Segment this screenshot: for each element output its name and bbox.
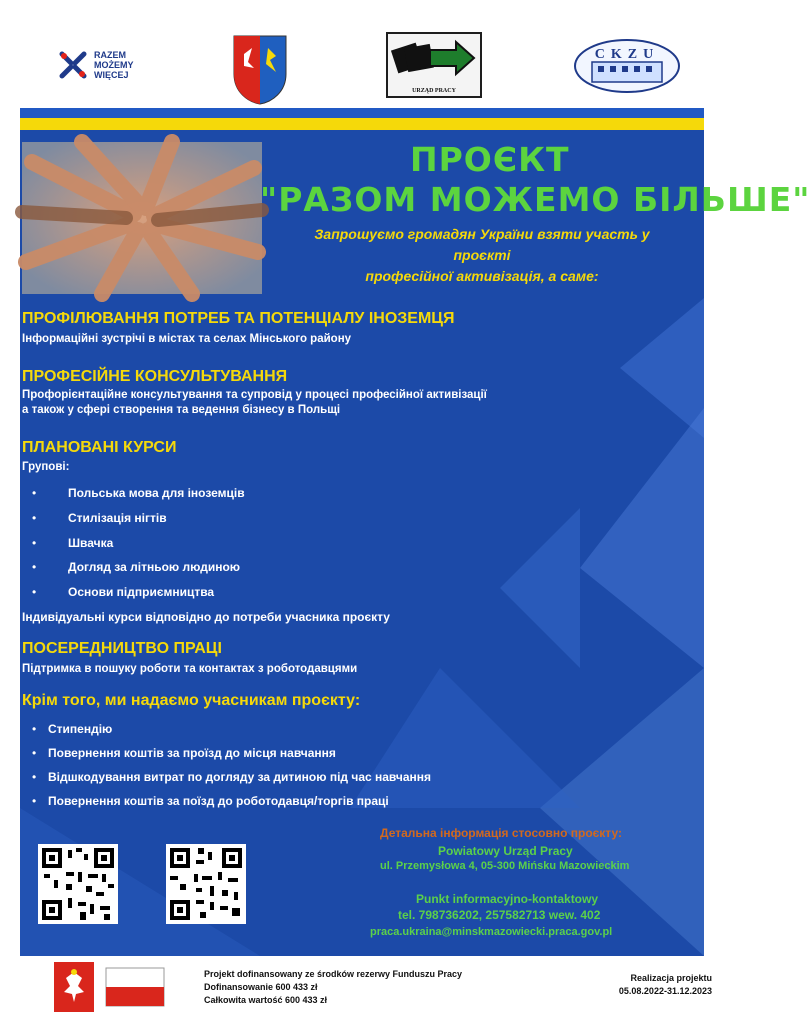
- section-extras-heading: Крім того, ми надаємо учасникам проєкту:: [22, 692, 361, 709]
- project-title-line2: "РАЗОМ МОЖЕМО БІЛЬШЕ": [260, 180, 810, 219]
- bullet-icon: •: [32, 486, 37, 500]
- section-mediation-text: Підтримка в пошуку роботи та контактах з роботодавцями: [22, 663, 358, 675]
- section-courses-heading: ПЛАНОВАНІ КУРСИ: [22, 439, 177, 456]
- section-profiling-heading: ПРОФІЛЮВАННЯ ПОТРЕБ ТА ПОТЕНЦІАЛУ ІНОЗЕМЦЯ: [22, 310, 455, 327]
- course-item: Польська мова для іноземців: [68, 486, 245, 500]
- course-item: Стилізація нігтів: [68, 511, 167, 525]
- bullet-icon: •: [32, 746, 37, 760]
- minsk-coat-of-arms-icon: [232, 34, 288, 106]
- bullet-icon: •: [32, 794, 37, 808]
- poster: [20, 108, 810, 956]
- ckzu-logo-icon: [572, 32, 682, 94]
- project-title-line1: ПРОЄКТ: [410, 140, 570, 179]
- qr-code-icon: [166, 844, 246, 924]
- bullet-icon: •: [32, 560, 37, 574]
- bullet-icon: •: [32, 770, 37, 784]
- info-point-phone: tel. 798736202, 257582713 wew. 402: [398, 908, 601, 922]
- section-consulting-text-2: а також у сфері створення та ведення бізнесу в Польщі: [22, 404, 341, 416]
- individual-courses-text: Індивідуальні курси відповідно до потреби учасника проєкту: [22, 610, 390, 624]
- office-address: ul. Przemysłowa 4, 05-300 Mińsku Mazowieckim: [380, 860, 630, 872]
- urzad-pracy-caption: URZĄD PRACY: [412, 88, 456, 94]
- urzad-pracy-arrow-icon: [390, 36, 478, 82]
- bullet-icon: •: [32, 511, 37, 525]
- extra-item: Стипендію: [48, 722, 113, 736]
- urzad-pracy-logo: [386, 32, 482, 98]
- bullet-icon: •: [32, 585, 37, 599]
- top-blue-stripe: [20, 108, 704, 118]
- logo-row: [0, 28, 724, 108]
- course-item: Основи підприємництва: [68, 585, 215, 599]
- razem-logo-icon: [58, 50, 88, 80]
- hands-together-photo: [22, 142, 262, 294]
- razem-mozemy-wiecej-logo: [58, 50, 154, 80]
- contact-intro: Детальна інформація стосовно проєкту:: [380, 826, 622, 840]
- qr-code-icon: [38, 844, 118, 924]
- bullet-icon: •: [32, 722, 37, 736]
- razem-logo-text: RAZEM MOŻEMY WIĘCEJ: [94, 50, 134, 80]
- qr-code-2[interactable]: [166, 844, 246, 924]
- svg-text:CKZU: CKZU: [594, 47, 660, 62]
- extra-item: Відшкодування витрат по догляду за дитиною під час навчання: [48, 770, 431, 784]
- info-point-name: Punkt informacyjno-kontaktowy: [416, 892, 599, 906]
- section-mediation-heading: ПОСЕРЕДНИЦТВО ПРАЦІ: [22, 640, 222, 657]
- info-point-email[interactable]: praca.ukraina@minskmazowiecki.praca.gov.pl: [370, 926, 613, 938]
- section-courses-group-label: Групові:: [22, 461, 70, 473]
- poland-emblem-and-flag-icon: [54, 962, 166, 1012]
- top-yellow-stripe: [20, 118, 704, 130]
- footer-realization: Realizacja projektu 05.08.2022-31.12.2023: [618, 973, 712, 996]
- section-consulting-heading: ПРОФЕСІЙНЕ КОНСУЛЬТУВАННЯ: [22, 368, 288, 385]
- bullet-icon: •: [32, 536, 37, 550]
- course-item: Швачка: [68, 536, 114, 550]
- extra-item: Повернення коштів за поїзд до роботодавця/торгів праці: [48, 794, 389, 808]
- extra-item: Повернення коштів за проїзд до місця навчання: [48, 746, 336, 760]
- section-profiling-text: Інформаційні зустрічі в містах та селах Мінського району: [22, 333, 352, 345]
- section-consulting-text-1: Профорієнтаційне консультування та супровід у процесі професійної активізації: [22, 389, 487, 401]
- course-item: Догляд за літньою людиною: [68, 560, 241, 574]
- office-name: Powiatowy Urząd Pracy: [438, 844, 573, 858]
- qr-code-1[interactable]: [38, 844, 118, 924]
- invitation-text: Запрошуємо громадян України взяти участь у проєкті професійної активізація, а саме:: [314, 226, 650, 284]
- footer-funding-info: Projekt dofinansowany ze środków rezerwy Funduszu Pracy Dofinansowanie 600 433 zł Całkowita wartość 600 433 zł: [204, 969, 463, 1005]
